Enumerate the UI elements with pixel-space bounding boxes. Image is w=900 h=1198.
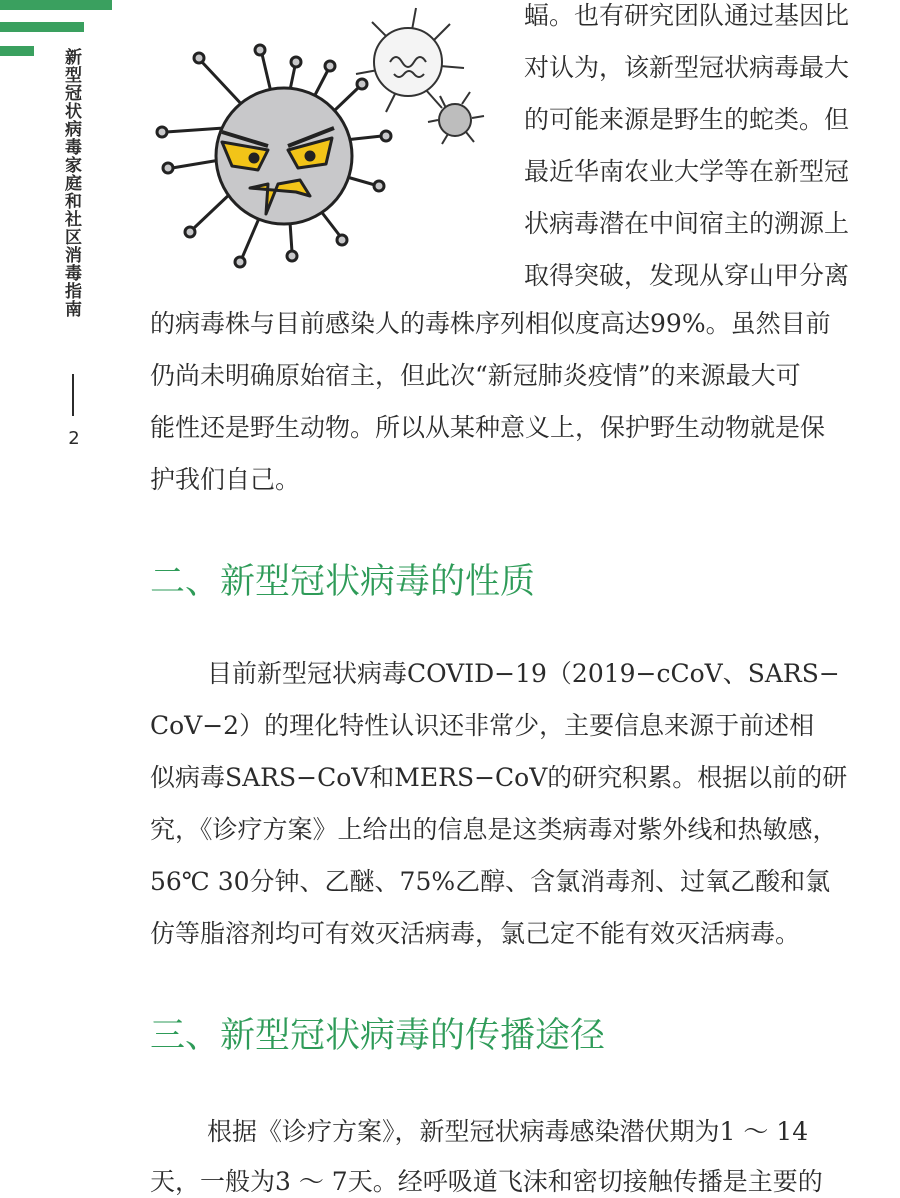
text-line: 的可能来源是野生的蛇类。但	[524, 105, 850, 134]
text-line: 护我们自己。	[150, 465, 301, 494]
text-line: 状病毒潜在中间宿主的溯源上	[524, 209, 850, 238]
text-line: 目前新型冠状病毒COVID−19（2019−cCoV、SARS−	[207, 659, 840, 688]
section-heading-transmission: 三、新型冠状病毒的传播途径	[150, 1016, 606, 1056]
text-line: 对认为，该新型冠状病毒最大	[524, 53, 850, 82]
header-rule	[72, 374, 74, 416]
decor-bar-top	[0, 0, 112, 10]
text-line: 根据《诊疗方案》，新型冠状病毒感染潜伏期为1 ～ 14	[207, 1117, 809, 1146]
decor-bar-bottom	[0, 46, 34, 56]
text-line: 蝠。也有研究团队通过基因比	[524, 1, 850, 30]
text-line: 仍尚未明确原始宿主，但此次“新冠肺炎疫情”的来源最大可	[150, 361, 801, 390]
decor-bar-middle	[0, 22, 84, 32]
text-line: 的病毒株与目前感染人的毒株序列相似度高达99%。虽然目前	[150, 309, 831, 338]
text-line: 似病毒SARS−CoV和MERS−CoV的研究积累。根据以前的研	[150, 763, 848, 792]
page-number: 2	[68, 428, 80, 449]
text-line: 仿等脂溶剂均可有效灭活病毒，氯己定不能有效灭活病毒。	[150, 919, 801, 948]
text-line: 最近华南农业大学等在新型冠	[524, 157, 850, 186]
text-line: 究，《诊疗方案》上给出的信息是这类病毒对紫外线和热敏感，	[150, 815, 838, 844]
virus-illustration	[150, 0, 500, 300]
text-line: CoV−2）的理化特性认识还非常少，主要信息来源于前述相	[150, 711, 815, 740]
text-line: 56℃ 30分钟、乙醚、75%乙醇、含氯消毒剂、过氧乙酸和氯	[150, 867, 831, 896]
section-heading-properties: 二、新型冠状病毒的性质	[150, 562, 536, 602]
text-line: 天，一般为3 ～ 7天。经呼吸道飞沫和密切接触传播是主要的	[150, 1167, 823, 1196]
book-title-vertical: 新型冠状病毒家庭和社区消毒指南	[61, 48, 81, 318]
text-line: 能性还是野生动物。所以从某种意义上，保护野生动物就是保	[150, 413, 826, 442]
text-line: 取得突破，发现从穿山甲分离	[524, 261, 850, 290]
